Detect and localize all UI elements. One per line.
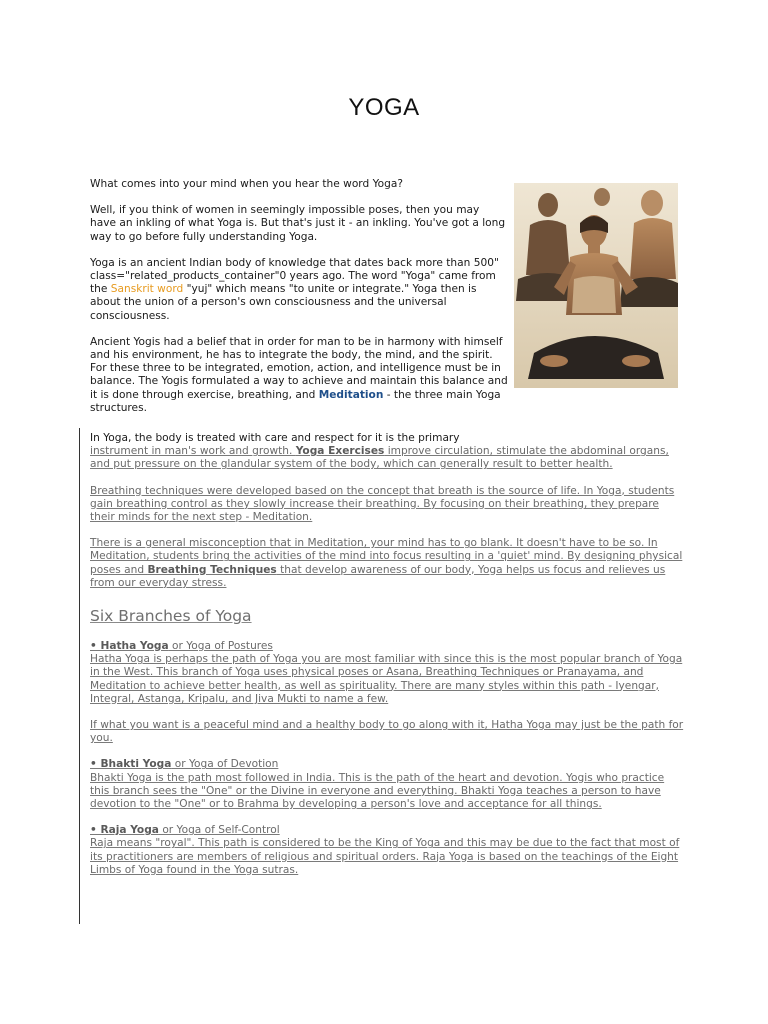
intro-paragraph-2: Well, if you think of women in seemingly impossible poses, then you may have an inkling of what Yoga is. But that's just it - an inkling. You've got a long way to go before fully understanding Yoga. <box>90 204 506 243</box>
body-paragraph-3-text-a[interactable]: There is a general misconception that in Meditation, your mind has to go blank. It doesn't have to be so. In Meditation, students bring the activities of the mind into focus resulting in a 'quiet' mind. By designing physical poses and <box>90 537 683 576</box>
bhakti-yoga-subtitle[interactable]: or Yoga of Devotion <box>171 758 279 771</box>
intro-paragraph-4-text-a: Ancient Yogis had a belief that in order for man to be in harmony with himself and his environment, he has to integrate the body, the mind, and the spirit. For these three to be integrated, emotion, action, and intelligence must be in balance. The Yogis formulated a way to achieve and maintain this balance and it is done through exercise, breathing, and <box>90 335 508 401</box>
raja-yoga-name[interactable]: • Raja Yoga <box>90 824 159 837</box>
body-paragraph-2[interactable]: Breathing techniques were developed based on the concept that breath is the source of life. In Yoga, students gain breathing control as they slowly increase their breathing. By focusing on their breathing, they prepare their minds for the next step - Meditation. <box>90 484 675 524</box>
bhakti-yoga-name[interactable]: • Bhakti Yoga <box>90 758 172 771</box>
body-paragraph-1-text-a[interactable]: instrument in man's work and growth. <box>90 445 296 458</box>
bhakti-yoga-text[interactable]: Bhakti Yoga is the path most followed in India. This is the path of the heart and devotion. Yogis who practice this branch sees the "One" or the Divine in everyone and everything. Bhakti Yoga teaches a person to have devotion to the "One" or to Brahma by developing a person's love and acceptance for all things. <box>90 771 665 811</box>
intro-section <box>90 178 508 428</box>
intro-paragraph-3 <box>90 257 508 323</box>
hatha-yoga-text-2[interactable]: If what you want is a peaceful mind and a healthy body to go along with it, Hatha Yoga may just be the path for you. <box>90 719 684 745</box>
body-paragraph-3-text-b[interactable]: that develop awareness of our body, Yoga helps us focus and relieves us from our everyday stress. <box>90 563 666 589</box>
body-paragraph-1-lead: In Yoga, the body is treated with care and respect for it is the primary <box>90 432 460 444</box>
hatha-yoga-title[interactable] <box>90 640 684 653</box>
body-section <box>90 432 684 603</box>
branches-section <box>90 640 684 890</box>
intro-paragraph-4-text-b: - the three main Yoga structures. <box>90 388 501 414</box>
hatha-yoga-name[interactable]: • Hatha Yoga <box>90 640 169 652</box>
hatha-yoga-block <box>90 640 684 706</box>
sanskrit-word-link[interactable]: Sanskrit word <box>110 283 184 296</box>
body-paragraph-1 <box>90 432 684 472</box>
raja-yoga-text[interactable]: Raja means "royal". This path is considered to be the King of Yoga and this may be due to the fact that most of its practitioners are members of religious and spiritual orders. Raja Yoga is based on the teachings of the Eight Limbs of Yoga found in the Yoga sutras. <box>90 837 680 876</box>
branches-heading[interactable]: Six Branches of Yoga <box>90 607 252 625</box>
raja-yoga-block <box>90 824 684 877</box>
hatha-yoga-text[interactable]: Hatha Yoga is perhaps the path of Yoga you are most familiar with since this is the most popular branch of Yoga in the West. This branch of Yoga uses physical poses or Asana, Breathing Techniques or Pranayama, and Meditation to achieve better health, as well as spirituality. There are many styles within this path - Iyengar, Integral, Astanga, Kripalu, and Jiva Mukti to name a few. <box>90 653 683 705</box>
intro-paragraph-3-text-a: Yoga is an ancient Indian body of knowledge that dates back more than 500" class="related_products_container"0 years ago. The word "Yoga" came from the <box>90 256 499 296</box>
body-paragraph-1-text-b[interactable]: improve circulation, stimulate the abdominal organs, and put pressure on the glandular system of the body, which can generally result to better health. <box>90 445 669 471</box>
yoga-exercises-link[interactable]: Yoga Exercises <box>295 445 385 458</box>
bhakti-yoga-block <box>90 758 684 811</box>
breathing-techniques-link[interactable]: Breathing Techniques <box>147 563 277 576</box>
yoga-class-photo <box>514 183 678 388</box>
intro-paragraph-1: What comes into your mind when you hear the word Yoga? <box>90 178 403 190</box>
body-paragraph-3 <box>90 537 684 590</box>
bhakti-yoga-title[interactable] <box>90 758 684 771</box>
page-title: YOGA <box>348 94 420 121</box>
hatha-yoga-subtitle[interactable]: or Yoga of Postures <box>168 640 273 652</box>
raja-yoga-subtitle[interactable]: or Yoga of Self-Control <box>158 824 280 837</box>
intro-paragraph-3-text-b: "yuj" which means "to unite or integrate." Yoga then is about the union of a person's own consciousness and the universal consciousness. <box>90 283 477 322</box>
raja-yoga-title[interactable] <box>90 824 684 837</box>
intro-paragraph-4 <box>90 336 508 415</box>
meditation-link[interactable]: Meditation <box>318 388 384 401</box>
margin-rule <box>79 428 80 924</box>
